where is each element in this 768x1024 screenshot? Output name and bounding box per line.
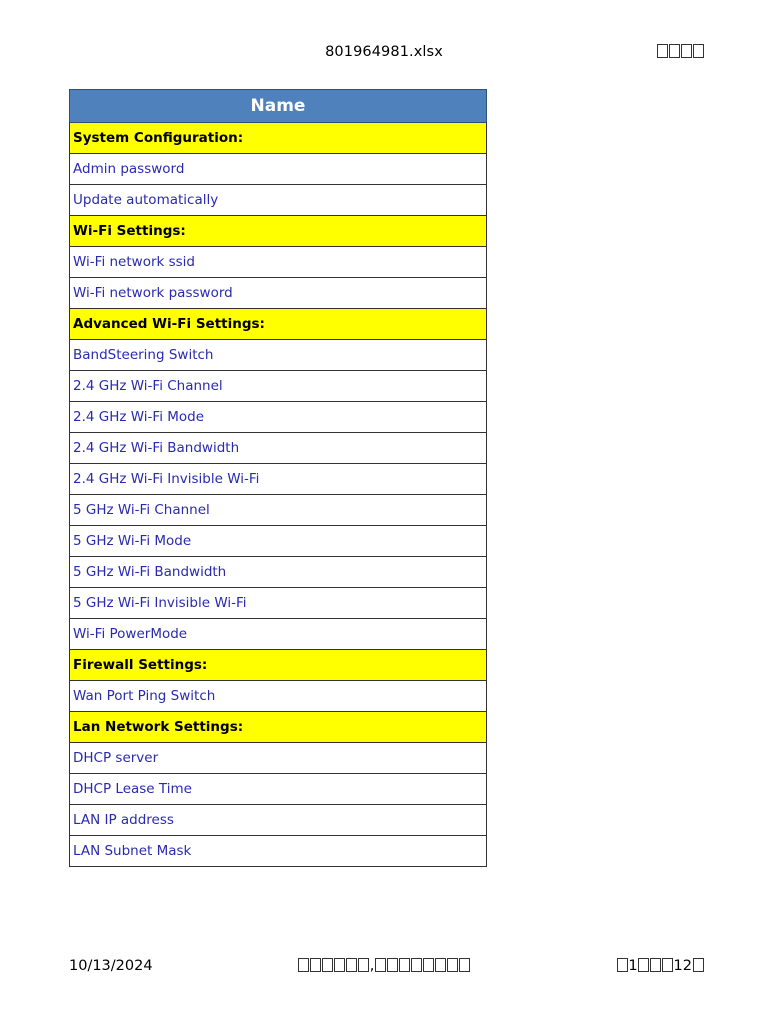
setting-name: 5 GHz Wi-Fi Mode xyxy=(70,526,487,557)
missing-glyph-box xyxy=(310,958,321,972)
section-header-row xyxy=(70,123,487,154)
setting-name: Wi-Fi network password xyxy=(70,278,487,309)
section-label: Wi-Fi Settings: xyxy=(70,216,487,247)
footer-total-pages: 12 xyxy=(673,958,692,974)
footer-page-glyphs xyxy=(616,956,704,976)
section-label: Advanced Wi-Fi Settings: xyxy=(70,309,487,340)
section-header-row xyxy=(70,712,487,743)
missing-glyph-box xyxy=(322,958,333,972)
setting-name: Wan Port Ping Switch xyxy=(70,681,487,712)
footer-current-page: 1 xyxy=(628,958,638,974)
table-row xyxy=(70,340,487,371)
missing-glyph-box xyxy=(693,958,704,972)
missing-glyph-box xyxy=(447,958,458,972)
table-row xyxy=(70,433,487,464)
section-header-row xyxy=(70,309,487,340)
table-body xyxy=(70,123,487,867)
table-row xyxy=(70,836,487,867)
column-header-name: Name xyxy=(70,90,487,123)
missing-glyph-box xyxy=(681,44,692,58)
missing-glyph-box xyxy=(399,958,410,972)
table-row xyxy=(70,247,487,278)
missing-glyph-box xyxy=(411,958,422,972)
table-row xyxy=(70,464,487,495)
missing-glyph-box xyxy=(617,958,628,972)
missing-glyph-box xyxy=(693,44,704,58)
section-label: System Configuration: xyxy=(70,123,487,154)
setting-name: 5 GHz Wi-Fi Channel xyxy=(70,495,487,526)
footer-comma: , xyxy=(369,958,375,974)
setting-name: 2.4 GHz Wi-Fi Bandwidth xyxy=(70,433,487,464)
table-row xyxy=(70,743,487,774)
missing-glyph-box xyxy=(298,958,309,972)
section-header-row xyxy=(70,650,487,681)
table-row xyxy=(70,526,487,557)
table-row xyxy=(70,185,487,216)
setting-name: Admin password xyxy=(70,154,487,185)
table-row xyxy=(70,619,487,650)
table-header-row xyxy=(70,90,487,123)
table-row xyxy=(70,402,487,433)
footer-date: 10/13/2024 xyxy=(69,958,153,974)
setting-name: 5 GHz Wi-Fi Invisible Wi-Fi xyxy=(70,588,487,619)
setting-name: LAN Subnet Mask xyxy=(70,836,487,867)
header-right-glyphs xyxy=(656,42,704,62)
missing-glyph-box xyxy=(435,958,446,972)
setting-name: Wi-Fi PowerMode xyxy=(70,619,487,650)
section-label: Firewall Settings: xyxy=(70,650,487,681)
page-header xyxy=(0,42,768,64)
section-label: Lan Network Settings: xyxy=(70,712,487,743)
missing-glyph-box xyxy=(657,44,668,58)
missing-glyph-box xyxy=(375,958,386,972)
table-row xyxy=(70,805,487,836)
table-row xyxy=(70,278,487,309)
missing-glyph-box xyxy=(669,44,680,58)
settings-table xyxy=(69,89,487,867)
table-row xyxy=(70,588,487,619)
setting-name: BandSteering Switch xyxy=(70,340,487,371)
setting-name: 2.4 GHz Wi-Fi Mode xyxy=(70,402,487,433)
table-row xyxy=(70,495,487,526)
footer-page-indicator xyxy=(616,956,704,976)
document-title: 801964981.xlsx xyxy=(325,44,443,60)
section-header-row xyxy=(70,216,487,247)
setting-name: 2.4 GHz Wi-Fi Channel xyxy=(70,371,487,402)
missing-glyph-box xyxy=(358,958,369,972)
setting-name: LAN IP address xyxy=(70,805,487,836)
setting-name: DHCP server xyxy=(70,743,487,774)
setting-name: 2.4 GHz Wi-Fi Invisible Wi-Fi xyxy=(70,464,487,495)
footer-center-glyphs xyxy=(298,956,471,976)
table-row xyxy=(70,774,487,805)
missing-glyph-box xyxy=(334,958,345,972)
missing-glyph-box xyxy=(650,958,661,972)
setting-name: DHCP Lease Time xyxy=(70,774,487,805)
header-right-label xyxy=(656,42,704,62)
table-row xyxy=(70,154,487,185)
table-row xyxy=(70,681,487,712)
missing-glyph-box xyxy=(662,958,673,972)
missing-glyph-box xyxy=(459,958,470,972)
setting-name: Wi-Fi network ssid xyxy=(70,247,487,278)
page-footer xyxy=(0,956,768,978)
missing-glyph-box xyxy=(346,958,357,972)
table-row xyxy=(70,371,487,402)
missing-glyph-box xyxy=(387,958,398,972)
missing-glyph-box xyxy=(423,958,434,972)
setting-name: Update automatically xyxy=(70,185,487,216)
missing-glyph-box xyxy=(638,958,649,972)
table-row xyxy=(70,557,487,588)
setting-name: 5 GHz Wi-Fi Bandwidth xyxy=(70,557,487,588)
